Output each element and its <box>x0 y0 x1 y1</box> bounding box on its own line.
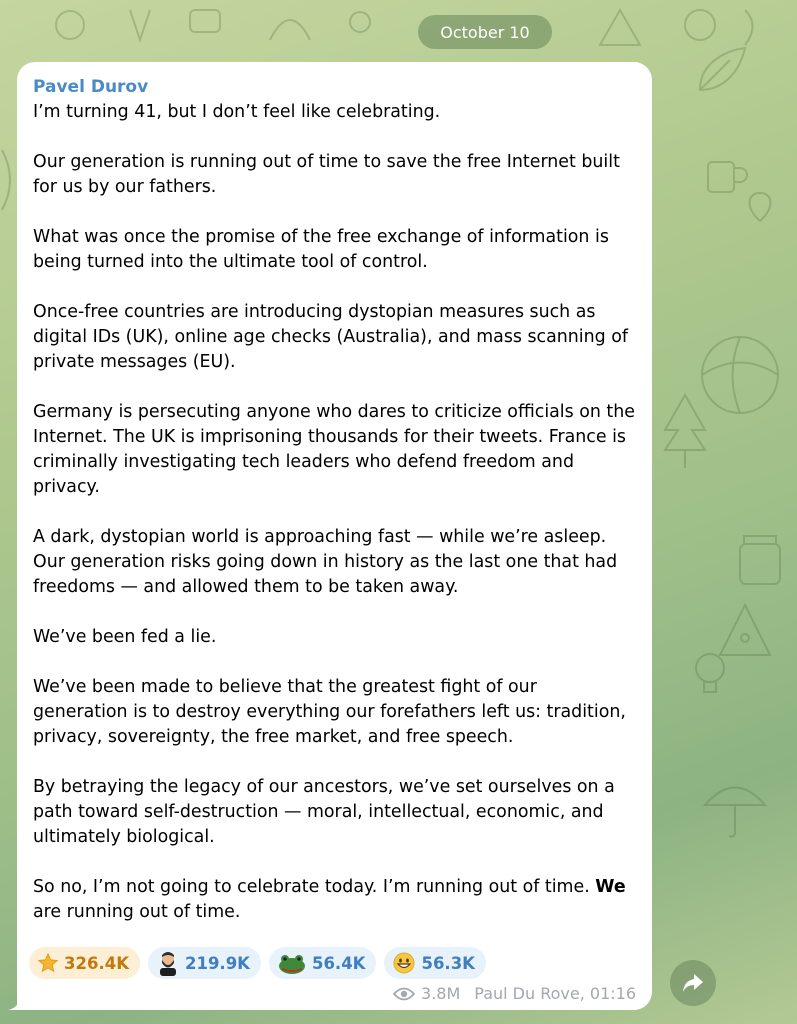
message-paragraph: By betraying the legacy of our ancestors, we’ve set ourselves on a path toward self-destruction — moral, intellectual, economic, and ultimately biological. <box>33 777 615 847</box>
closing-text: So no, I’m not going to celebrate today. I’m running out of time. <box>33 877 596 897</box>
reaction-count: 56.4K <box>311 953 366 973</box>
pattern-top-right-doodles <box>580 0 780 60</box>
message-bubble[interactable] <box>17 62 652 1010</box>
pattern-tree-icon <box>660 390 710 470</box>
message-paragraph: Our generation is running out of time to save the free Internet built for us by our fathers. <box>33 152 620 197</box>
closing-bold-text: We <box>595 877 626 897</box>
pattern-bulb-icon <box>690 650 730 700</box>
date-separator <box>418 15 552 49</box>
view-count: 3.8M <box>421 984 461 1003</box>
message-paragraph: We’ve been made to believe that the greatest fight of our generation is to destroy everything our forefathers left us: tradition, privacy, sovereignty, the free market, and free speech. <box>33 677 626 747</box>
pattern-strawberry-icon <box>740 185 780 225</box>
pattern-umbrella-icon <box>700 770 770 840</box>
reaction-frog[interactable] <box>269 947 377 979</box>
closing-tail-text: are running out of time. <box>33 902 241 922</box>
message-paragraph: What was once the promise of the free exchange of information is being turned into the ultimate tool of control. <box>33 227 609 272</box>
pattern-jar-icon <box>730 530 790 590</box>
date-label: October 10 <box>440 22 530 42</box>
star-icon <box>37 952 59 974</box>
reaction-count: 326.4K <box>64 953 129 973</box>
reaction-star[interactable] <box>29 947 140 979</box>
message-text <box>33 100 636 925</box>
message-closing-paragraph <box>33 875 636 925</box>
message-paragraph: I’m turning 41, but I don’t feel like celebrating. <box>33 102 441 122</box>
message-author[interactable]: Pavel Durov <box>33 77 149 97</box>
pattern-top-doodles <box>40 0 400 60</box>
message-paragraph: Once-free countries are introducing dystopian measures such as digital IDs (UK), online age checks (Australia), and mass scanning of private messages (EU). <box>33 302 628 372</box>
message-paragraph: A dark, dystopian world is approaching fast — while we’re asleep. Our generation risks going down in history as the last one that had freedoms — and allowed them to be taken away. <box>33 527 618 597</box>
reaction-count: 219.9K <box>184 953 250 973</box>
grinning-face-icon <box>392 951 416 975</box>
message-meta <box>393 984 636 1003</box>
eye-icon <box>393 986 415 1002</box>
signature-time: Paul Du Rove, 01:16 <box>474 984 636 1003</box>
share-arrow-icon <box>682 973 704 993</box>
reactions-bar <box>29 947 486 979</box>
share-button[interactable] <box>670 960 716 1006</box>
frog-icon <box>277 951 307 975</box>
reaction-grinning-face[interactable] <box>384 947 486 979</box>
bearded-man-icon <box>156 950 180 976</box>
reaction-count: 56.3K <box>421 953 475 973</box>
reaction-bearded-man[interactable] <box>148 947 261 979</box>
message-paragraph: Germany is persecuting anyone who dares to criticize officials on the Internet. The UK is imprisoning thousands for their tweets. France is criminally investigating tech leaders who defend freedom and privacy. <box>33 402 635 497</box>
message-paragraph: We’ve been fed a lie. <box>33 627 217 647</box>
